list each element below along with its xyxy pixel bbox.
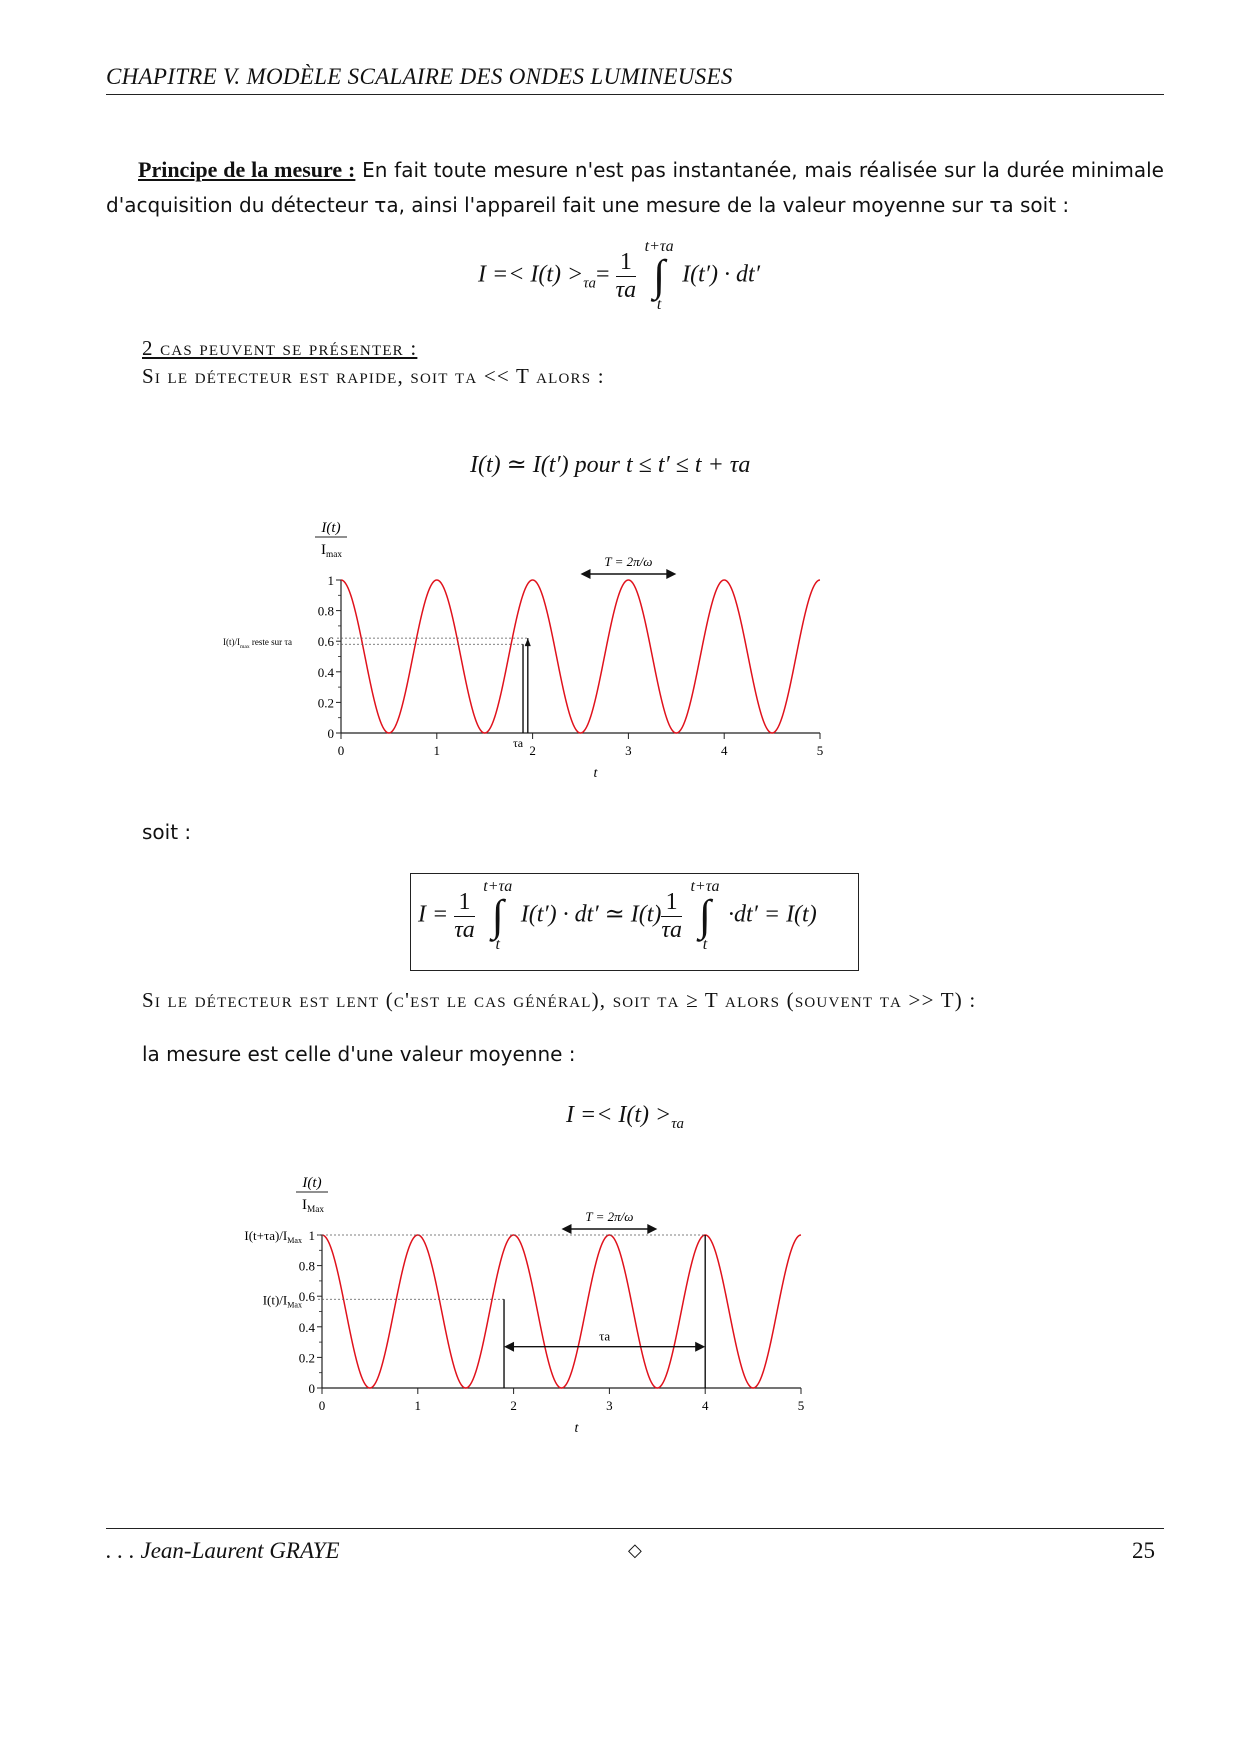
x-tick-label-2: 2 [529, 743, 536, 758]
equation-3 [418, 878, 817, 954]
eq1-sub: τa [583, 275, 596, 292]
y-tick-label-1: 0.2 [317, 695, 334, 711]
x-axis-label: t [593, 766, 598, 781]
x-axis-label: t [574, 1421, 579, 1436]
y-tick-label-3: 0.6 [298, 1289, 315, 1305]
footer-diamond-icon: ◇ [628, 1540, 642, 1560]
x-tick-label-1: 1 [414, 1398, 422, 1413]
y-tick-label-5: 1 [327, 573, 334, 588]
intro-text: En fait toute mesure n'est pas instantanée, mais réalisée sur la durée minimale d'acquisition du détecteur τa, ainsi l'appareil fait une mesure de la valeur moyenne sur τa soit : [106, 158, 1164, 217]
footer-author: . . . Jean-Laurent GRAYE [106, 1538, 340, 1563]
case1-text: Si le détecteur est rapide, soit τa << T alors : [142, 364, 605, 388]
y-tick-label-2: 0.4 [298, 1319, 315, 1335]
eq1-integrand: I(t′) · dt′ [682, 261, 760, 288]
eq3-end: ·dt′ = I(t) [727, 901, 817, 928]
chart-fast-detector [205, 510, 845, 790]
cases-heading: 2 cas peuvent se présenter : [142, 336, 418, 360]
footer-rule [106, 1528, 1164, 1529]
eq1-fraction: $\frac{1}{\tau a}$ [615, 248, 637, 303]
y-tick-label-3: 0.6 [317, 634, 334, 650]
chart-slow-detector [205, 1160, 845, 1450]
y-tick-label-4: 0.8 [317, 603, 334, 619]
intro-paragraph [106, 154, 1164, 224]
eq3-integral-2: t+τa ∫ t [690, 878, 720, 953]
level-top-label: $I(t+\tau a)/I_{Max}$ [244, 1228, 302, 1245]
y-tick-label-0: 0 [327, 726, 334, 741]
eq1-integral: t+τa ∫ t [644, 238, 674, 313]
x-tick-label-3: 3 [625, 743, 632, 758]
x-tick-label-0: 0 [337, 743, 345, 758]
period-arrowhead-left [562, 1224, 572, 1234]
chapter-header: CHAPITRE V. MODÈLE SCALAIRE DES ONDES LUMINEUSES [106, 64, 733, 89]
eq3-lhs: I = [418, 901, 449, 928]
eq3-fraction-1: $\frac{1}{\tau a}$ [454, 888, 475, 943]
equation-2: I(t) ≃ I(t′) pour t ≤ t′ ≤ t + τa [470, 452, 751, 478]
period-arrowhead-right [647, 1224, 657, 1234]
period-arrowhead-right [666, 569, 676, 579]
x-tick-label-2: 2 [510, 1398, 517, 1413]
eq3-middle: I(t′) · dt′ ≃ I(t) [520, 901, 662, 928]
x-tick-label-5: 5 [816, 743, 824, 758]
period-arrowhead-left [581, 569, 591, 579]
tau-arrowhead-right [695, 1342, 705, 1352]
footer-page-number: 25 [1132, 1538, 1155, 1563]
x-tick-label-5: 5 [797, 1398, 805, 1413]
eq3-integral-1: t+τa ∫ t [483, 878, 513, 953]
eq1-equals: = [596, 261, 610, 288]
equation-4: $I =< I(t) >_{\tau a}$ [566, 1102, 684, 1132]
y-tick-label-1: 0.2 [298, 1350, 315, 1366]
header-rule [106, 94, 1164, 95]
y-label-denominator: $I_{Max}$ [302, 1197, 325, 1215]
y-tick-label-2: 0.4 [317, 664, 334, 680]
period-label: T = 2π/ω [604, 554, 653, 569]
mesure-text: la mesure est celle d'une valeur moyenne : [142, 1042, 576, 1066]
level-mid-label: $I(t)/I_{Max}$ [262, 1292, 302, 1310]
soit-text: soit : [142, 820, 192, 844]
tau-label: τa [599, 1328, 611, 1344]
x-tick-label-0: 0 [318, 1398, 326, 1413]
tau-arrowhead-left [504, 1342, 514, 1352]
level-label: $I(t)/I_{max}$ reste sur τa [223, 637, 292, 651]
equation-1 [478, 238, 760, 314]
x-tick-label-4: 4 [720, 743, 728, 758]
y-tick-label-0: 0 [308, 1381, 315, 1396]
series-intensity-curve [341, 580, 820, 733]
tau-label: τa [512, 736, 524, 750]
eq1-lhs: I =< I(t) > [478, 261, 584, 288]
intro-bold-label: Principe de la mesure : [138, 157, 356, 182]
period-label: T = 2π/ω [585, 1209, 634, 1224]
x-tick-label-3: 3 [606, 1398, 613, 1413]
tau-arrowhead [525, 638, 531, 646]
x-tick-label-1: 1 [433, 743, 441, 758]
eq3-fraction-2: $\frac{1}{\tau a}$ [661, 888, 682, 943]
series-intensity-curve [322, 1235, 801, 1388]
y-label-numerator: I(t) [302, 1175, 322, 1191]
y-tick-label-4: 0.8 [298, 1258, 315, 1274]
y-label-denominator: $I_{max}$ [321, 542, 343, 560]
x-tick-label-4: 4 [701, 1398, 709, 1413]
y-label-numerator: I(t) [321, 520, 341, 536]
case2-text: Si le détecteur est lent (c'est le cas général), soit τa ≥ T alors (souvent τa >> T) : [142, 988, 977, 1012]
y-tick-label-5: 1 [308, 1228, 315, 1243]
